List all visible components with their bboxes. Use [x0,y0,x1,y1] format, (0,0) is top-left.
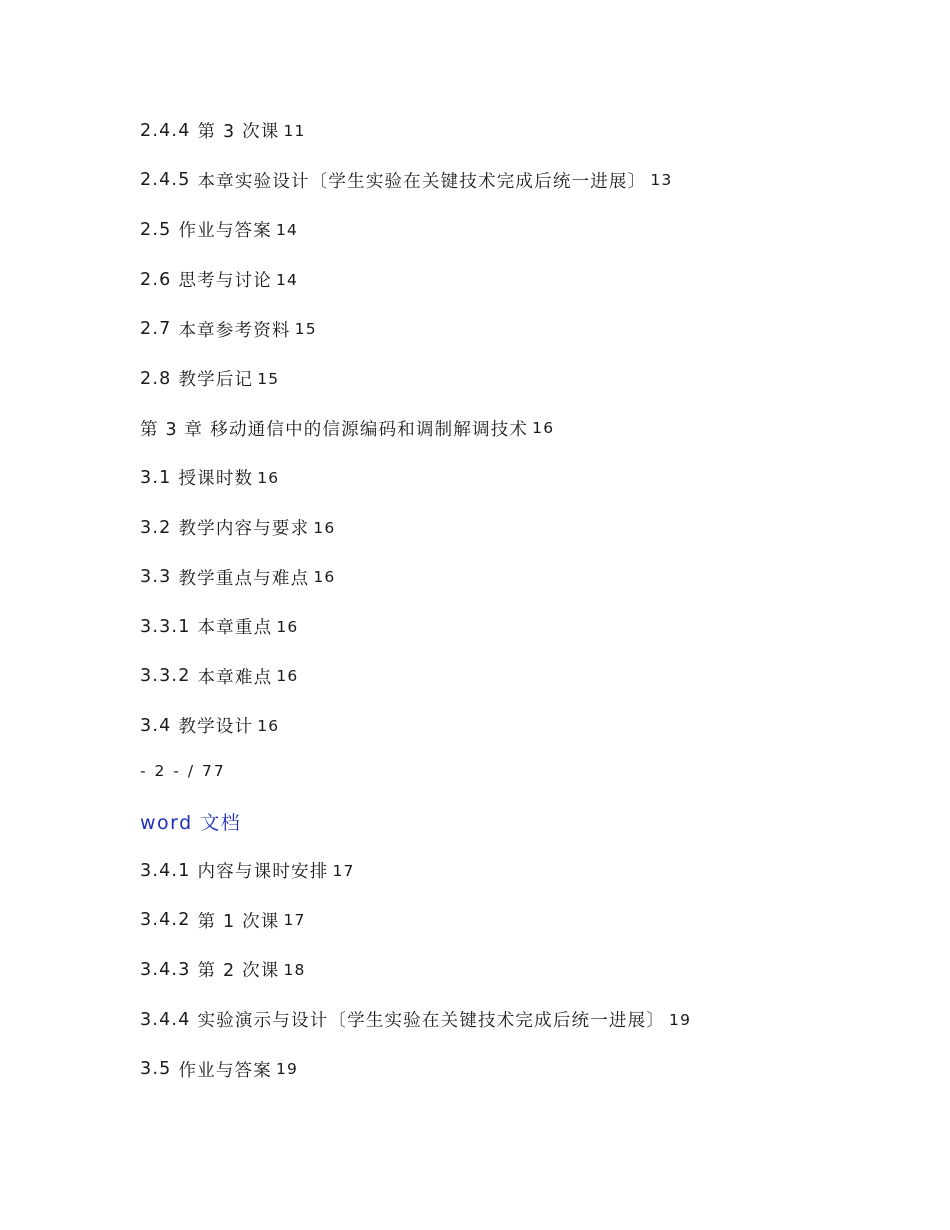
toc-entry[interactable] [140,156,900,206]
toc-entry-number: 2.7 [140,319,172,340]
toc-entry-title: 实验演示与设计〔学生实验在关键技术完成后统一进展〕 [197,1011,666,1032]
toc-entry[interactable] [140,453,900,503]
toc-entry-number: 3.4.2 [140,910,191,931]
document-label: word 文档 [140,812,242,834]
page-number: - 2 - / 77 [140,762,226,780]
toc-entry[interactable] [140,602,900,652]
toc-entry-number: 3.4.4 [140,1009,191,1030]
toc-entry[interactable] [140,354,900,404]
toc-entry-title: 教学内容与要求 [178,519,310,540]
toc-entry-page: 16 [276,667,299,686]
toc-entry-page: 16 [257,468,280,487]
toc-entry[interactable] [140,652,900,702]
toc-entry-number: 3.1 [140,467,172,488]
toc-entry[interactable] [140,503,900,553]
toc-entry[interactable] [140,701,900,751]
toc-entry-number: 3.3.1 [140,616,191,637]
toc-entry-title: 本章实验设计〔学生实验在关键技术完成后统一进展〕 [197,171,647,192]
toc-entry-page: 14 [275,270,299,289]
toc-entry-page: 16 [276,617,299,636]
toc-entry-title: 本章参考资料 [178,320,291,341]
toc-entry-number: 2.6 [140,269,172,290]
toc-entry-title: 作业与答案 [178,221,272,242]
toc-entry-title: 本章重点 [197,618,273,639]
toc-entry-number: 3.4.1 [140,860,191,881]
toc-entry-page: 18 [283,960,306,979]
toc-entry[interactable] [140,552,900,602]
toc-chapter-entry[interactable] [140,404,900,454]
toc-entry-page: 13 [650,171,673,190]
toc-entry[interactable] [140,205,900,255]
toc-entry-title: 移动通信中的信源编码和调制解调技术 [210,419,529,440]
toc-entry-title: 授课时数 [178,469,254,490]
toc-entry-title: 教学重点与难点 [178,568,310,589]
toc-entry-title: 思考与讨论 [178,271,272,292]
toc-entry-title: 作业与答案 [178,1060,272,1081]
toc-entry[interactable] [140,304,900,354]
toc-entry-title: 教学后记 [178,370,254,391]
toc-section-top [140,106,900,751]
toc-entry-title: 第 1 次课 [197,911,280,932]
toc-entry-page: 14 [275,220,299,239]
toc-entry[interactable] [140,995,900,1045]
toc-entry-page: 19 [275,1060,299,1079]
toc-entry-page: 16 [313,518,336,537]
toc-entry-page: 16 [313,568,336,587]
toc-entry[interactable] [140,106,900,156]
toc-entry-number: 第 3 章 [140,419,204,440]
toc-entry[interactable] [140,846,900,896]
toc-entry-title: 第 2 次课 [197,961,280,982]
toc-section-bottom [140,846,900,1094]
toc-entry-page: 15 [257,369,280,388]
toc-entry-title: 第 3 次课 [197,122,280,143]
toc-entry-number: 2.5 [140,219,172,240]
toc-entry-number: 3.4 [140,715,172,736]
toc-entry-page: 15 [294,320,317,339]
toc-entry-number: 3.3 [140,567,172,588]
toc-entry-page: 19 [669,1010,692,1029]
toc-entry-page: 17 [283,911,306,930]
toc-entry[interactable] [140,1044,900,1094]
toc-entry-number: 2.8 [140,368,172,389]
toc-entry[interactable] [140,255,900,305]
toc-entry[interactable] [140,896,900,946]
toc-entry-number: 3.2 [140,517,172,538]
toc-entry-number: 2.4.4 [140,120,191,141]
toc-entry-title: 本章难点 [197,667,273,688]
toc-entry-page: 16 [257,716,280,735]
toc-entry[interactable] [140,945,900,995]
toc-entry-title: 教学设计 [178,717,254,738]
toc-entry-title: 内容与课时安排 [197,862,329,883]
toc-entry-number: 3.3.2 [140,666,191,687]
toc-entry-number: 3.4.3 [140,959,191,980]
toc-entry-page: 11 [283,121,306,140]
toc-entry-number: 2.4.5 [140,170,191,191]
toc-entry-page: 16 [532,419,555,438]
toc-entry-page: 17 [332,861,355,880]
toc-entry-number: 3.5 [140,1059,172,1080]
